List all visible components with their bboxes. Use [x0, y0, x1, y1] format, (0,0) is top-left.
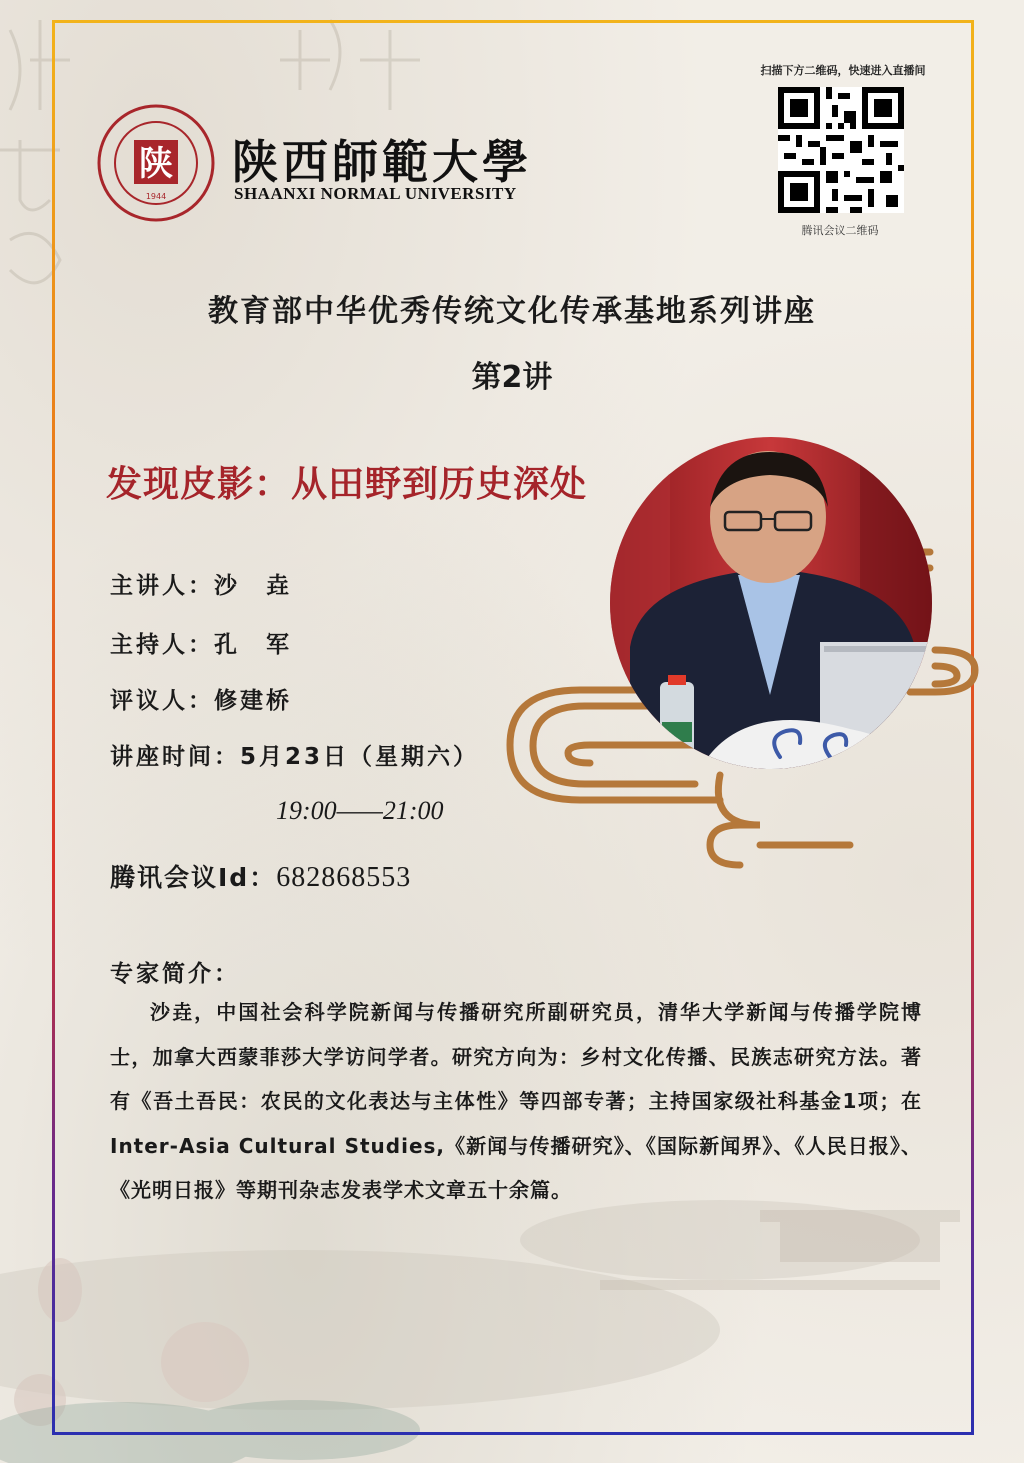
speaker-name: 沙 垚 [214, 573, 292, 599]
speaker-row [110, 567, 292, 600]
time-row [110, 738, 479, 771]
talk-title: 发现皮影：从田野到历史深处 [106, 463, 588, 505]
discussant-row [110, 682, 292, 715]
lecture-number: 第2讲 [471, 360, 553, 395]
qr-caption: 腾讯会议二维码 [801, 224, 879, 237]
meeting-id-row [110, 858, 411, 894]
meeting-id[interactable]: 682868553 [276, 862, 412, 893]
svg-text:1944: 1944 [145, 192, 167, 201]
university-seal-icon [96, 103, 216, 223]
meeting-id-label: 腾讯会议Id： [110, 863, 277, 892]
qr-code[interactable] [778, 87, 904, 213]
discussant-label: 评议人： [110, 688, 214, 714]
university-name-en: SHAANXI NORMAL UNIVERSITY [234, 184, 517, 203]
series-title: 教育部中华优秀传统文化传承基地系列讲座 [208, 294, 816, 329]
speaker-label: 主讲人： [110, 573, 214, 599]
speaker-photo-icon [610, 437, 932, 769]
qr-instruction: 扫描下方二维码，快速进入直播间 [760, 64, 926, 77]
lecture-time-range: 19:00——21:00 [276, 796, 444, 825]
host-label: 主持人： [110, 632, 214, 658]
host-row [110, 626, 292, 659]
bio-text: 沙垚，中国社会科学院新闻与传播研究所副研究员，清华大学新闻与传播学院博士，加拿大西蒙菲莎大学访问学者。研究方向为：乡村文化传播、民族志研究方法。著有《吾土吾民：农民的文化表达与主体性》等四部专著；主持国家级社科基金1项；在Inter-Asia Cultural Studies,《新闻与传播研究》、《国际新闻界》、《人民日报》、《光明日报》等期刊杂志发表学术文章五十余篇。 [110, 1000, 922, 1202]
host-name: 孔 军 [214, 632, 292, 658]
university-name-cn: 陕西師範大學 [232, 135, 532, 189]
discussant-name: 修建桥 [214, 688, 292, 714]
speaker-portrait [610, 437, 932, 769]
time-label: 讲座时间： [110, 744, 240, 770]
qr-code-icon [778, 87, 904, 213]
bio-heading: 专家简介： [110, 961, 240, 987]
svg-text:陕: 陕 [139, 144, 173, 184]
lecture-date: 5月23日（星期六） [240, 744, 480, 770]
